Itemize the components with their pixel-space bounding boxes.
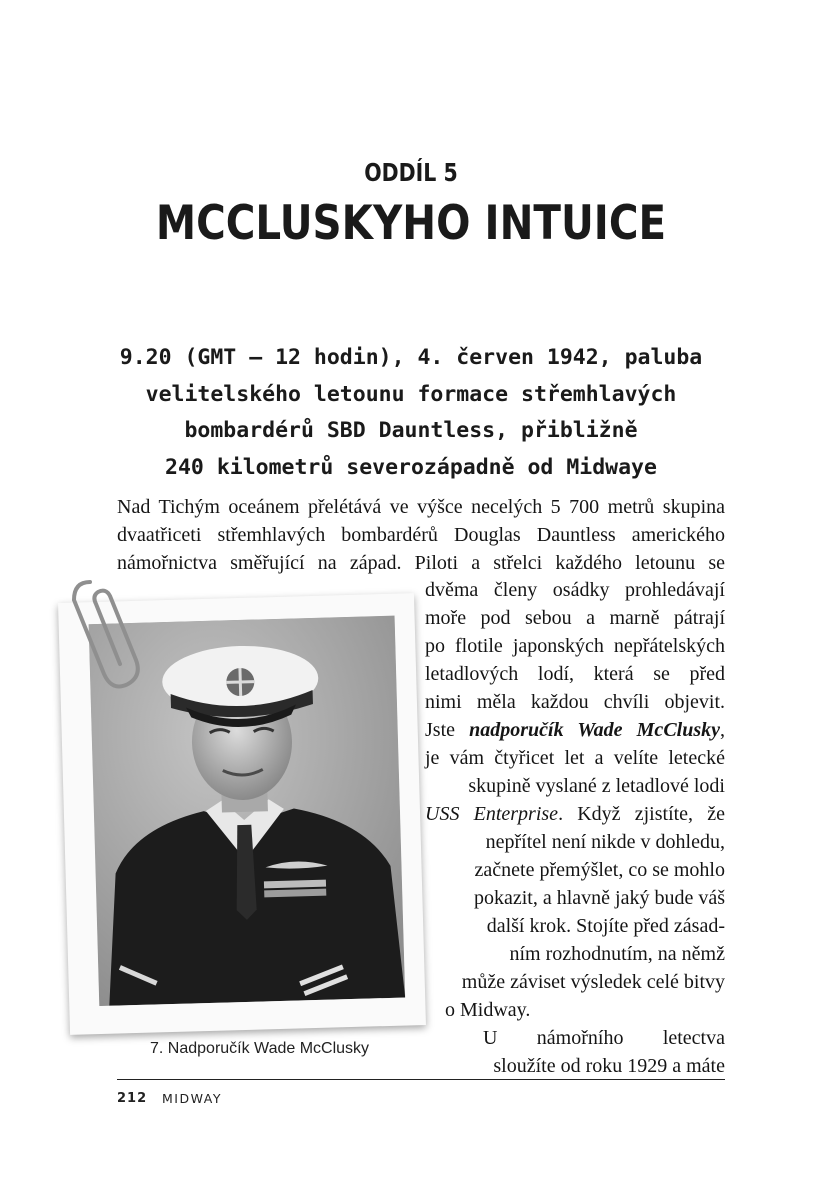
- body-line: nimi měla každou chvíli objevit.: [425, 691, 725, 713]
- body-line: začnete přemýšlet, co se mohlo: [474, 859, 725, 881]
- person-name-emphasis: nadporučík Wade McClusky: [469, 719, 720, 741]
- paperclip-icon: [60, 574, 160, 694]
- subhead-line: 240 kilometrů severozápadně od Midwaye: [165, 454, 657, 480]
- subhead-line: bombardérů SBD Dauntless, přibližně: [184, 418, 638, 443]
- body-line: Nad Tichým oceánem přelétává ve výšce necelých 5 700 metrů skupina: [117, 496, 725, 518]
- body-line: skupině vyslané z letadlové lodi: [468, 775, 725, 797]
- body-line: o Midway.: [445, 999, 531, 1021]
- subhead-line: velitelského letounu formace střemhlavých: [145, 381, 677, 407]
- body-line: nepřítel není nikde v dohledu,: [485, 831, 725, 853]
- body-line: [425, 716, 725, 744]
- chapter-title: MCCLUSKYHO INTUICE: [155, 196, 667, 251]
- body-line: sloužíte od roku 1929 a máte: [493, 1055, 725, 1077]
- body-text: . Když zjistíte, že: [558, 803, 725, 825]
- body-paragraph-wrapped: [425, 576, 725, 1080]
- body-line: po flotile japonských nepřátelských: [425, 635, 725, 657]
- body-line: moře pod sebou a marně pátrají: [425, 607, 725, 629]
- body-line: letadlových lodí, která se před: [425, 663, 725, 685]
- page-number: 212: [117, 1091, 148, 1106]
- body-line: námořnictva směřující na západ. Piloti a střelci každého letounu se: [117, 552, 725, 574]
- body-line: je vám čtyřicet let a velíte letecké: [425, 747, 725, 769]
- body-line: ním rozhodnutím, na němž: [509, 943, 725, 965]
- body-line: dvaatřiceti střemhlavých bombardérů Douglas Dauntless amerického: [117, 524, 725, 546]
- body-line: může záviset výsledek celé bitvy: [461, 971, 725, 993]
- body-line: pokazit, a hlavně jaký bude váš: [473, 887, 725, 909]
- ship-name-italic: USS Enterprise: [425, 803, 559, 825]
- chapter-subhead: [100, 340, 722, 486]
- body-paragraph-intro: [117, 493, 725, 577]
- figure-caption: 7. Nadporučík Wade McClusky: [150, 1040, 370, 1057]
- body-line: U námořního letectva: [483, 1027, 725, 1049]
- footer-rule: [117, 1079, 725, 1080]
- body-line: [425, 800, 725, 828]
- running-head: MIDWAY: [162, 1091, 222, 1106]
- subhead-line: 9.20 (GMT – 12 hodin), 4. červen 1942, paluba: [119, 345, 703, 370]
- body-line: dvěma členy osádky prohledávají: [425, 579, 725, 601]
- body-text: ,: [720, 719, 725, 741]
- body-text: Jste: [425, 719, 470, 741]
- section-label: ODDÍL 5: [364, 158, 458, 187]
- body-line: další krok. Stojíte před zásad-: [486, 915, 725, 937]
